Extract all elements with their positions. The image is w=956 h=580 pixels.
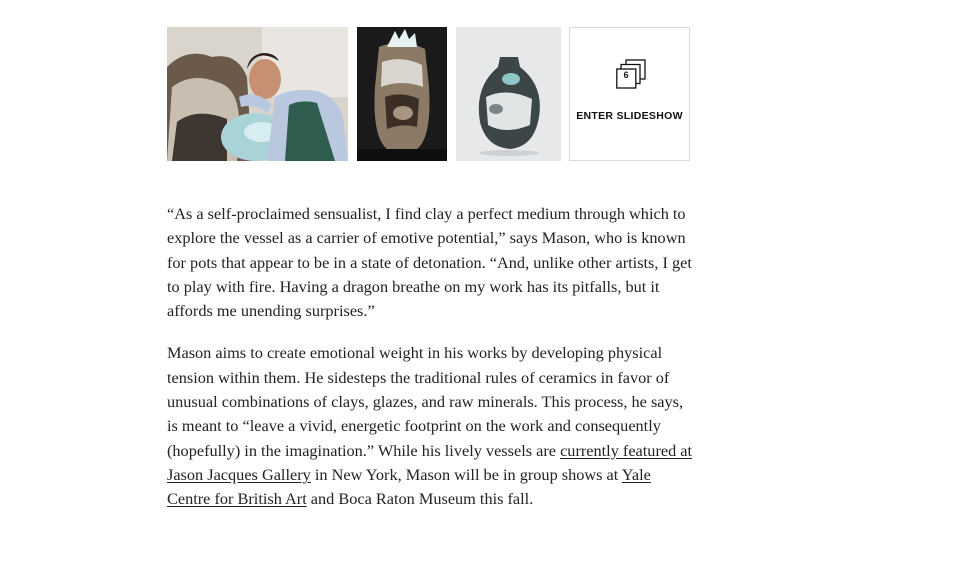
gallery-thumbnail-artist[interactable] <box>167 27 348 161</box>
ceramic-vessel-dark-photo <box>357 27 447 161</box>
article-paragraph-2 <box>167 341 695 511</box>
gallery-thumbnail-vessel-light[interactable] <box>456 27 561 161</box>
artist-portrait-photo <box>167 27 348 161</box>
article-paragraph-1: “As a self-proclaimed sensualist, I find clay a perfect medium through which to explore the vessel as a carrier of emotive potential,” says Mason, who is known for pots that appear to be in a state of detonation. “And, unlike other artists, I get to play with fire. Having a dragon breathe on my work has its pitfalls, but it affords me unending surprises.” <box>167 204 692 321</box>
stacked-photos-icon <box>616 59 646 89</box>
slideshow-count: 6 <box>623 70 629 80</box>
enter-slideshow-label: ENTER SLIDESHOW <box>576 110 683 122</box>
jason-jacques-gallery-link[interactable]: currently featured at Jason Jacques Gallery <box>167 440 693 484</box>
paragraph-text: in New York, Mason will be in group shows at <box>310 464 622 484</box>
article-body <box>167 202 695 530</box>
yale-centre-link[interactable]: Yale Centre for British Art <box>167 464 651 509</box>
paragraph-text: Mason aims to create emotional weight in his works by developing physical tension within them. He sidesteps the traditional rules of ceramics in favor of unusual combinations of clays, glazes, and raw minerals. This process, he says, is meant to “leave a vivid, energetic footprint on the work and consequently (hopefully) in the imagination.” While his lively vessels are <box>167 343 684 460</box>
enter-slideshow-button[interactable] <box>569 27 690 161</box>
ceramic-vessel-light-photo <box>456 27 561 161</box>
paragraph-text: and Boca Raton Museum this fall. <box>306 489 534 509</box>
gallery-thumbnail-vessel-dark[interactable] <box>357 27 447 161</box>
image-gallery <box>167 27 690 161</box>
